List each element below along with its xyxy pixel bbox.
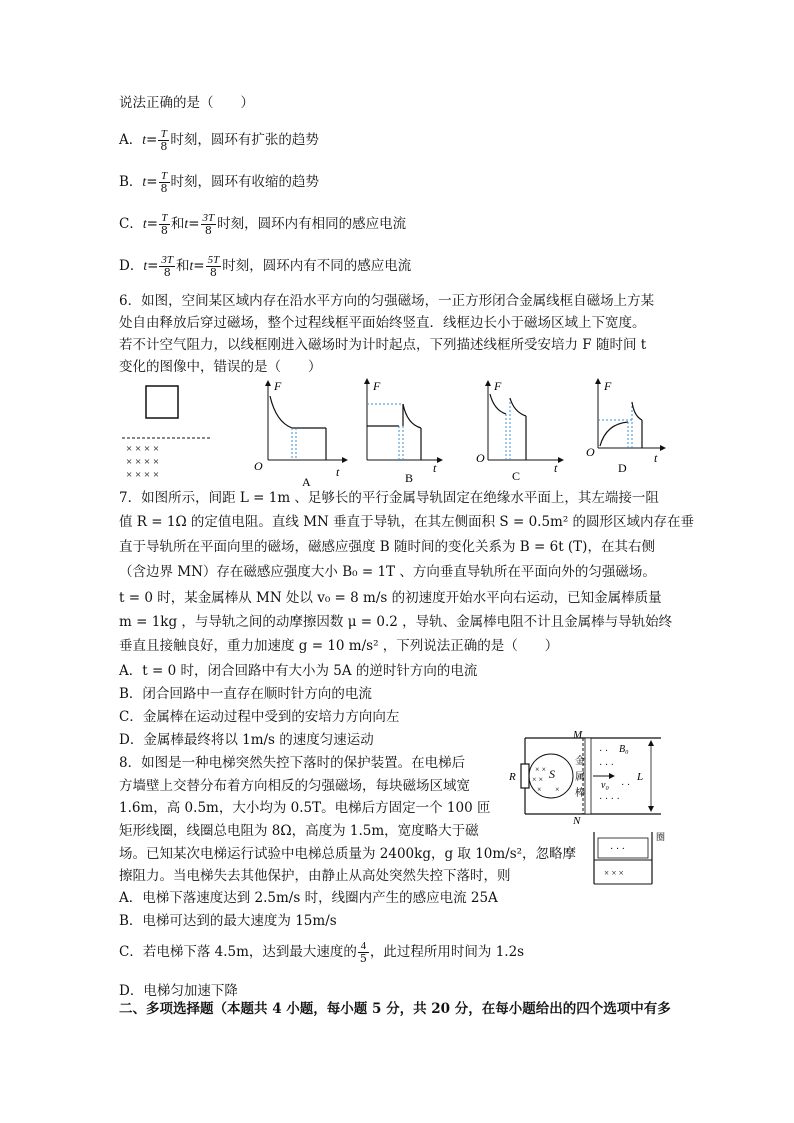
graph-label: A — [302, 475, 311, 488]
section-2-header: 二、多项选择题（本题共 4 小题，每小题 5 分，共 20 分，在每小题给出的四个选项中有多 — [119, 1001, 671, 1017]
q7-line6: m = 1kg ，与导轨之间的动摩擦因数 μ = 0.2 ，导轨、金属棒电阻不计且金属棒与导轨始终 — [119, 614, 673, 630]
fraction: $\frac{T}{8}$ — [160, 128, 168, 153]
q8-option-d[interactable]: D．电梯匀加速下降 — [119, 983, 238, 999]
q5-stem-tail: 说法正确的是（ ） — [119, 95, 254, 111]
svg-text:×: × — [537, 785, 542, 794]
origin-label: O — [254, 459, 263, 473]
rod-char-3: 棒 — [575, 788, 585, 799]
resistor-label: R — [509, 771, 516, 783]
q8-option-c[interactable]: C．若电梯下落 4.5m，达到最大速度的 $\frac{4}{5}$ ，此过程所用时间为 1.2s — [119, 940, 525, 965]
svg-text:· ·: · · — [621, 780, 631, 791]
q8-line5: 场。已知某次电梯运行试验中电梯总质量为 2400kg，g 取 10m/s²，忽略摩 — [119, 846, 577, 862]
q7-line3: 直于导轨所在平面向里的磁场，磁感应强度 B 随时间的变化关系为 B = 6t (T)，在其右侧 — [119, 539, 655, 555]
q8-line1: 8．如图是一种电梯突然失控下落时的保护装置。在电梯后 — [119, 755, 466, 771]
velocity-label: v₀ — [601, 780, 609, 791]
fraction: $\frac{4}{5}$ — [359, 940, 367, 965]
q6-line2: 处自由释放后穿过磁场，整个过程线框平面始终竖直．线框边长小于磁场区域上下宽度。 — [119, 315, 646, 331]
origin-label: O — [476, 451, 485, 465]
q5-option-d[interactable]: D．t= $\frac{3T}{8}$ 和t= $\frac{5T}{8}$ 时刻，圆环内有不同的感应电流 — [119, 254, 412, 279]
label-n: N — [573, 815, 581, 824]
svg-text:· ·: · · — [599, 746, 609, 757]
q7-option-d[interactable]: D．金属棒最终将以 1m/s 的速度匀速运动 — [119, 732, 374, 748]
q5-option-b[interactable]: B．t= $\frac{T}{8}$ 时刻，圆环有收缩的趋势 — [119, 170, 319, 195]
square-frame — [146, 386, 178, 418]
y-axis-label: F — [494, 379, 502, 393]
fraction: $\frac{T}{8}$ — [160, 170, 168, 195]
q6-line1: 6．如图，空间某区域内存在沿水平方向的匀强磁场，一正方形闭合金属线框自磁场上方某 — [119, 293, 655, 309]
svg-text:× ×: × × — [535, 765, 547, 774]
q8-line6: 擦阻力。当电梯失去其他保护，由静止从高处突然失控下落时，则 — [119, 868, 511, 884]
x-axis-label: t — [654, 451, 658, 465]
field-marks-row2: × × × × — [126, 456, 160, 468]
q8-line3: 1.6m，高 0.5m，大小均为 0.5T。电梯后方固定一个 100 匝 — [119, 800, 491, 816]
svg-text:× × ×: × × × — [604, 868, 624, 878]
y-axis-label: F — [604, 379, 612, 393]
q8-line2: 方墙壁上交替分布着方向相反的匀强磁场，每块磁场区域宽 — [119, 778, 470, 794]
q8-option-a[interactable]: A．电梯下落速度达到 2.5m/s 时，线圈内产生的感应电流 25A — [119, 890, 498, 906]
rod-char-1: 金 — [575, 756, 585, 767]
q6-graph-d[interactable] — [580, 378, 680, 488]
q8-option-b[interactable]: B．电梯可达到的最大速度为 15m/s — [119, 913, 337, 929]
x-axis-label: t — [554, 461, 558, 475]
q6-graph-a[interactable] — [250, 378, 350, 488]
q6-frame-field-figure — [118, 380, 218, 480]
metal-rod — [585, 738, 591, 814]
coil-label: 圈 — [656, 832, 666, 842]
q7-option-b[interactable]: B．闭合回路中一直存在顺时针方向的电流 — [119, 686, 372, 702]
fraction: $\frac{5T}{8}$ — [207, 254, 220, 279]
resistor — [521, 764, 529, 788]
svg-text:× ×: × × — [532, 775, 544, 784]
svg-text:· · · ·: · · · · — [599, 794, 620, 805]
q6-graph-c[interactable] — [470, 378, 570, 488]
x-axis-label: t — [336, 465, 340, 479]
x-axis-label: t — [433, 461, 437, 475]
q5-option-a[interactable]: A．t= $\frac{T}{8}$ 时刻，圆环有扩张的趋势 — [119, 128, 319, 153]
svg-text:×: × — [555, 785, 560, 794]
origin-label: O — [586, 445, 595, 459]
graph-label: D — [618, 461, 627, 475]
q7-line5: t = 0 时，某金属棒从 MN 处以 v₀ = 8 m/s 的初速度开始水平向右运动，已知金属棒质量 — [119, 590, 662, 606]
q6-graph-b[interactable] — [355, 374, 455, 484]
q7-line4: （含边界 MN）存在磁感应强度大小 B₀ = 1T 、方向垂直导轨所在平面向外的匀强磁场。 — [119, 564, 656, 580]
field-marks-row1: × × × × — [126, 443, 160, 455]
q7-line1: 7．如图所示，间距 L = 1m 、足够长的平行金属导轨固定在绝缘水平面上，其左端接一阻 — [119, 490, 659, 506]
svg-text:· · ·: · · · — [610, 844, 625, 855]
q7-option-c[interactable]: C．金属棒在运动过程中受到的安培力方向向左 — [119, 709, 400, 725]
y-axis-label: F — [373, 379, 381, 393]
y-axis-label: F — [274, 379, 282, 393]
area-label: S — [549, 767, 555, 781]
fraction: $\frac{3T}{8}$ — [202, 212, 215, 237]
svg-text:· · ·: · · · — [599, 760, 614, 771]
spacing-label: L — [637, 771, 644, 783]
b0-label: B₀ — [619, 744, 629, 755]
rod-char-2: 属 — [575, 772, 585, 783]
q7-option-a[interactable]: A．t = 0 时，闭合回路中有大小为 5A 的逆时针方向的电流 — [119, 663, 478, 679]
q6-line3: 若不计空气阻力，以线框刚进入磁场时为计时起点，下列描述线框所受安培力 F 随时间 t — [119, 337, 647, 353]
q6-line4: 变化的图像中，错误的是（ ） — [119, 359, 322, 375]
q7-line2: 值 R = 1Ω 的定值电阻。直线 MN 垂直于导轨，在其左侧面积 S = 0.5m² 的圆形区域内存在垂 — [119, 514, 695, 530]
q8-elevator-figure — [590, 826, 670, 888]
field-marks-row3: × × × × — [126, 469, 160, 480]
q7-line7: 垂直且接触良好，重力加速度 g = 10 m/s² ，下列说法正确的是（ ） — [119, 638, 559, 654]
fraction: $\frac{3T}{8}$ — [161, 254, 174, 279]
graph-label: B — [405, 471, 414, 484]
q7-rail-figure — [505, 728, 665, 824]
graph-label: C — [512, 469, 521, 483]
q5-option-c[interactable]: C．t= $\frac{T}{8}$ 和t= $\frac{3T}{8}$ 时刻，圆环内有相同的感应电流 — [119, 212, 407, 237]
fraction: $\frac{T}{8}$ — [160, 212, 168, 237]
q8-line4: 矩形线圈，线圈总电阻为 8Ω，高度为 1.5m，宽度略大于磁 — [119, 823, 479, 839]
label-m: M — [573, 729, 583, 741]
